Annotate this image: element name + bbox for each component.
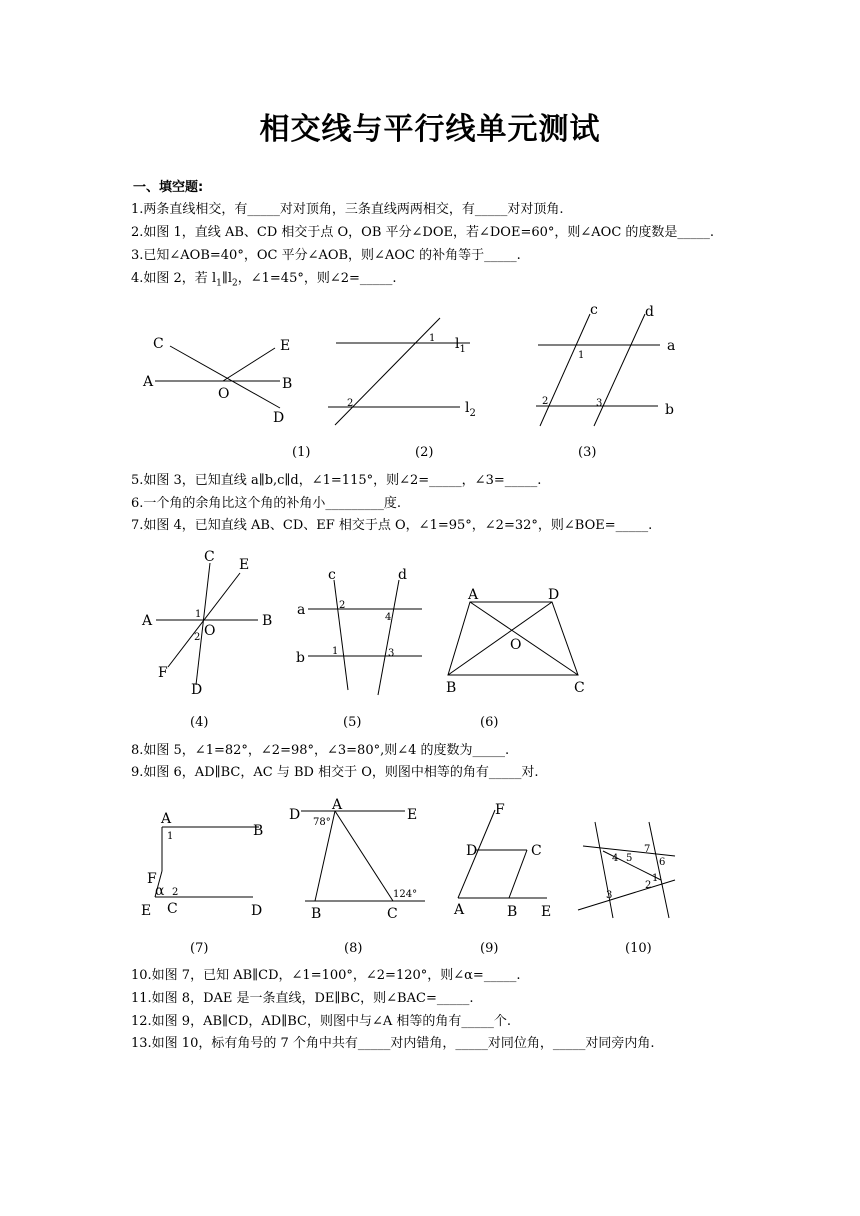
question-4: 4.如图 2，若 $l_1\parallel l_2$，∠1=45°，则∠2=_____.	[131, 271, 397, 289]
question-10: 10.如图 7，已知 AB∥CD，∠1=100°，∠2=120°，则∠α=_____.	[131, 968, 521, 983]
caption-6: (6)	[480, 715, 499, 730]
question-12: 12.如图 9，AB∥CD，AD∥BC，则图中与∠A 相等的角有_____个.	[131, 1014, 511, 1029]
fig8-label-E: E	[407, 807, 418, 823]
fig8-angle-124: 124°	[393, 889, 418, 900]
question-2: 2.如图 1，直线 AB、CD 相交于点 O，OB 平分∠DOE，若∠DOE=60°，则∠AOC 的度数是_____.	[131, 225, 715, 240]
fig7-angle-2: 2	[172, 887, 179, 898]
fig3-label-d: d	[645, 304, 654, 320]
fig6-label-O: O	[510, 637, 522, 653]
fig9-label-F: F	[495, 802, 505, 818]
fig6-label-B: B	[446, 680, 457, 696]
section-heading: 一、填空题:	[133, 180, 204, 195]
question-8: 8.如图 5，∠1=82°，∠2=98°，∠3=80°,则∠4 的度数为_____.	[131, 743, 510, 758]
caption-10: (10)	[625, 941, 652, 956]
fig1-label-D: D	[273, 410, 285, 426]
caption-2: (2)	[415, 445, 434, 460]
question-11: 11.如图 8，DAE 是一条直线，DE∥BC，则∠BAC=_____.	[131, 991, 474, 1006]
fig6-label-A: A	[468, 587, 479, 603]
question-9: 9.如图 6，AD∥BC，AC 与 BD 相交于 O，则图中相等的角有_____对.	[131, 765, 539, 780]
fig4-label-O: O	[204, 623, 216, 639]
fig1-label-A: A	[143, 374, 154, 390]
fig4-label-B: B	[262, 613, 273, 629]
fig1-label-C: C	[153, 336, 164, 352]
figure-2	[325, 315, 495, 427]
fig5-label-c: c	[328, 567, 336, 583]
fig4-label-F: F	[158, 665, 168, 681]
fig7-label-alpha: α	[155, 883, 165, 899]
question-13: 13.如图 10，标有角号的 7 个角中共有_____对内错角，_____对同位角，_____对同旁内角.	[131, 1036, 655, 1051]
fig2-label-l2: $l_2$	[465, 400, 476, 419]
question-1: 1.两条直线相交，有_____对对顶角，三条直线两两相交，有_____对对顶角.	[131, 202, 564, 217]
fig8-label-A: A	[332, 797, 343, 813]
fig6-label-C: C	[574, 680, 585, 696]
caption-1: (1)	[292, 445, 311, 460]
figure-1	[135, 330, 305, 430]
fig1-label-E: E	[280, 338, 291, 354]
caption-9: (9)	[480, 941, 499, 956]
fig8-label-C: C	[387, 906, 398, 922]
question-3: 3.已知∠AOB=40°，OC 平分∠AOB，则∠AOC 的补角等于_____.	[131, 248, 521, 263]
fig5-angle-1: 1	[332, 646, 339, 657]
figure-5	[292, 560, 432, 700]
fig3-angle-3: 3	[596, 398, 603, 409]
figure-9	[450, 800, 560, 920]
figure-10	[575, 818, 685, 928]
fig8-label-D: D	[289, 807, 301, 823]
fig10-angle-2: 2	[645, 880, 652, 891]
caption-7: (7)	[190, 941, 209, 956]
fig3-angle-1: 1	[578, 350, 585, 361]
question-7: 7.如图 4，已知直线 AB、CD、EF 相交于点 O，∠1=95°，∠2=32°，则∠BOE=_____.	[131, 518, 653, 533]
fig10-angle-3: 3	[606, 890, 613, 901]
fig10-angle-5: 5	[626, 853, 633, 864]
question-5: 5.如图 3，已知直线 a∥b,c∥d，∠1=115°，则∠2=_____，∠3=_____.	[131, 473, 542, 488]
fig3-label-a: a	[667, 338, 676, 354]
fig8-angle-78: 78°	[313, 817, 331, 828]
fig5-label-b: b	[296, 650, 305, 666]
fig7-label-A: A	[161, 811, 172, 827]
fig10-angle-1: 1	[652, 873, 659, 884]
fig2-angle-2: 2	[347, 398, 354, 409]
fig6-label-D: D	[548, 587, 560, 603]
figure-7	[135, 805, 275, 925]
caption-8: (8)	[344, 941, 363, 956]
fig1-label-B: B	[282, 376, 293, 392]
fig2-angle-1: 1	[429, 333, 436, 344]
caption-3: (3)	[578, 445, 597, 460]
page-title: 相交线与平行线单元测试	[259, 112, 601, 147]
fig7-label-E: E	[141, 903, 152, 919]
fig10-angle-7: 7	[644, 844, 651, 855]
fig9-label-A: A	[454, 902, 465, 918]
fig4-label-A: A	[142, 613, 153, 629]
fig7-label-D: D	[251, 903, 263, 919]
fig10-angle-6: 6	[659, 857, 666, 868]
fig4-label-E: E	[239, 557, 250, 573]
fig5-label-a: a	[297, 602, 306, 618]
fig9-label-B: B	[507, 904, 518, 920]
fig9-label-D: D	[466, 843, 478, 859]
fig2-label-l1: $l_1$	[455, 336, 466, 355]
fig3-angle-2: 2	[542, 396, 549, 407]
fig3-label-b: b	[665, 402, 674, 418]
fig5-angle-3: 3	[388, 648, 395, 659]
fig4-angle-1: 1	[195, 609, 202, 620]
figure-3	[530, 300, 690, 430]
fig9-label-E: E	[541, 904, 552, 920]
fig4-label-D: D	[191, 682, 203, 698]
fig5-label-d: d	[398, 567, 407, 583]
figure-4	[138, 545, 278, 700]
fig1-label-O: O	[218, 386, 230, 402]
caption-4: (4)	[190, 715, 209, 730]
fig4-label-C: C	[204, 549, 215, 565]
fig9-label-C: C	[531, 843, 542, 859]
fig3-label-c: c	[590, 302, 598, 318]
fig7-label-F: F	[147, 871, 157, 887]
caption-5: (5)	[343, 715, 362, 730]
fig5-angle-2: 2	[339, 600, 346, 611]
fig7-angle-1: 1	[167, 831, 174, 842]
fig7-label-C: C	[167, 901, 178, 917]
fig4-angle-2: 2	[194, 632, 201, 643]
question-6: 6.一个角的余角比这个角的补角小_________度.	[131, 496, 402, 511]
fig8-label-B: B	[311, 906, 322, 922]
figure-6	[440, 585, 590, 700]
fig5-angle-4: 4	[385, 612, 392, 623]
figure-8	[285, 795, 435, 925]
fig10-angle-4: 4	[612, 853, 619, 864]
fig7-label-B: B	[253, 823, 264, 839]
